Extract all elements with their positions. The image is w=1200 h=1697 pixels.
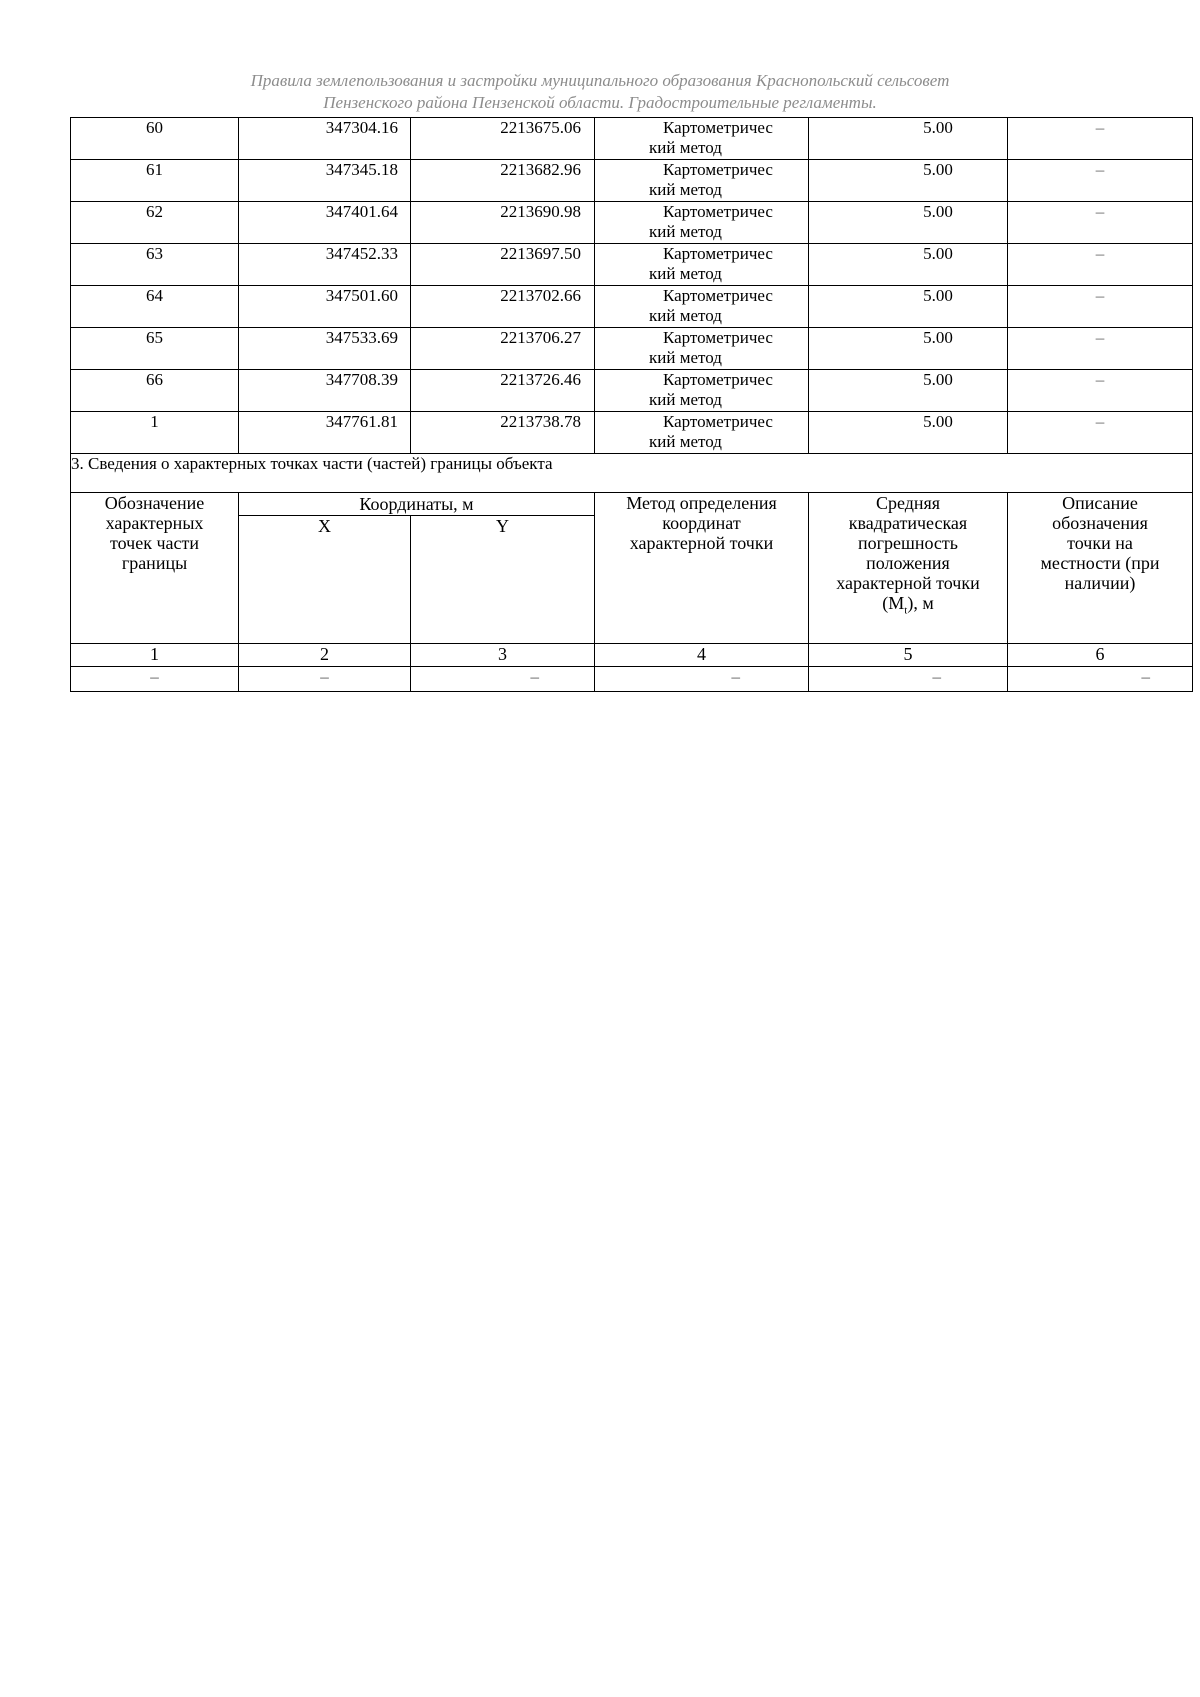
method-line-1: Картометричес — [663, 286, 773, 305]
method-line-2: кий метод — [649, 138, 722, 157]
index-cell: 1 — [71, 644, 239, 667]
section-3-index-row — [71, 644, 1193, 667]
description-cell: – — [1008, 118, 1193, 160]
table-row — [71, 412, 1193, 454]
table-row — [71, 328, 1193, 370]
index-cell: 2 — [239, 644, 411, 667]
header-line-2: Пензенского района Пензенской области. Градостроительные регламенты. — [323, 93, 877, 112]
method-line-1: Картометричес — [663, 202, 773, 221]
point-number-cell: 61 — [71, 160, 239, 202]
empty-cell: – — [71, 667, 239, 692]
x-coordinate-cell: 347345.18 — [239, 160, 411, 202]
section-3-header-row-1 — [71, 493, 1193, 516]
description-cell: – — [1008, 370, 1193, 412]
method-line-1: Картометричес — [663, 370, 773, 389]
method-line-1: Картометричес — [663, 328, 773, 347]
col-header-point-designation: Обозначение характерных точек части границы — [71, 493, 239, 644]
col-header-y: Y — [411, 516, 595, 644]
description-cell: – — [1008, 412, 1193, 454]
method-line-1: Картометричес — [663, 244, 773, 263]
method-line-1: Картометричес — [663, 118, 773, 137]
index-cell: 6 — [1008, 644, 1193, 667]
section-3-title: 3. Сведения о характерных точках части (частей) границы объекта — [71, 454, 1193, 493]
point-number-cell: 62 — [71, 202, 239, 244]
header-line-1: Правила землепользования и застройки муниципального образования Краснопольский сельсовет — [250, 71, 950, 90]
method-line-2: кий метод — [649, 306, 722, 325]
y-coordinate-cell: 2213675.06 — [411, 118, 595, 160]
description-cell: – — [1008, 160, 1193, 202]
accuracy-cell: 5.00 — [809, 160, 1008, 202]
description-cell: – — [1008, 286, 1193, 328]
y-coordinate-cell: 2213690.98 — [411, 202, 595, 244]
y-coordinate-cell: 2213682.96 — [411, 160, 595, 202]
point-number-cell: 66 — [71, 370, 239, 412]
accuracy-cell: 5.00 — [809, 118, 1008, 160]
y-coordinate-cell: 2213726.46 — [411, 370, 595, 412]
method-cell — [595, 370, 809, 412]
method-cell — [595, 286, 809, 328]
method-cell — [595, 202, 809, 244]
table-row — [71, 370, 1193, 412]
table-row — [71, 202, 1193, 244]
table-row — [71, 118, 1193, 160]
method-line-2: кий метод — [649, 348, 722, 367]
point-number-cell: 65 — [71, 328, 239, 370]
method-cell — [595, 244, 809, 286]
description-cell: – — [1008, 244, 1193, 286]
point-number-cell: 60 — [71, 118, 239, 160]
document-header — [0, 70, 1200, 114]
x-coordinate-cell: 347501.60 — [239, 286, 411, 328]
point-number-cell: 63 — [71, 244, 239, 286]
col-header-accuracy: Средняя квадратическая погрешность положения характерной точки $(M_t)$, м — [809, 493, 1008, 644]
section-3-empty-row — [71, 667, 1193, 692]
empty-cell: – — [595, 667, 809, 692]
method-line-1: Картометричес — [663, 160, 773, 179]
index-cell: 4 — [595, 644, 809, 667]
method-line-2: кий метод — [649, 180, 722, 199]
y-coordinate-cell: 2213738.78 — [411, 412, 595, 454]
method-cell — [595, 160, 809, 202]
description-cell: – — [1008, 328, 1193, 370]
method-line-2: кий метод — [649, 264, 722, 283]
index-cell: 3 — [411, 644, 595, 667]
x-coordinate-cell: 347452.33 — [239, 244, 411, 286]
section-3-title-row — [71, 454, 1193, 493]
y-coordinate-cell: 2213697.50 — [411, 244, 595, 286]
y-coordinate-cell: 2213706.27 — [411, 328, 595, 370]
method-line-1: Картометричес — [663, 412, 773, 431]
col-header-x: X — [239, 516, 411, 644]
accuracy-cell: 5.00 — [809, 244, 1008, 286]
accuracy-cell: 5.00 — [809, 370, 1008, 412]
point-number-cell: 64 — [71, 286, 239, 328]
empty-cell: – — [1008, 667, 1193, 692]
description-cell: – — [1008, 202, 1193, 244]
method-cell — [595, 328, 809, 370]
col-header-description: Описание обозначения точки на местности (при наличии) — [1008, 493, 1193, 644]
point-number-cell: 1 — [71, 412, 239, 454]
x-coordinate-cell: 347533.69 — [239, 328, 411, 370]
x-coordinate-cell: 347761.81 — [239, 412, 411, 454]
col-header-method: Метод определения координат характерной точки — [595, 493, 809, 644]
x-coordinate-cell: 347401.64 — [239, 202, 411, 244]
method-line-2: кий метод — [649, 390, 722, 409]
x-coordinate-cell: 347304.16 — [239, 118, 411, 160]
method-cell — [595, 412, 809, 454]
empty-cell: – — [411, 667, 595, 692]
method-line-2: кий метод — [649, 222, 722, 241]
accuracy-cell: 5.00 — [809, 286, 1008, 328]
table-row — [71, 286, 1193, 328]
coordinate-rows — [71, 118, 1193, 454]
coordinates-table — [70, 117, 1193, 692]
table-row — [71, 244, 1193, 286]
method-line-2: кий метод — [649, 432, 722, 451]
accuracy-cell: 5.00 — [809, 202, 1008, 244]
index-cell: 5 — [809, 644, 1008, 667]
col-header-coordinates: Координаты, м — [239, 493, 595, 516]
accuracy-cell: 5.00 — [809, 328, 1008, 370]
table-row — [71, 160, 1193, 202]
empty-cell: – — [239, 667, 411, 692]
method-cell — [595, 118, 809, 160]
y-coordinate-cell: 2213702.66 — [411, 286, 595, 328]
empty-cell: – — [809, 667, 1008, 692]
x-coordinate-cell: 347708.39 — [239, 370, 411, 412]
accuracy-cell: 5.00 — [809, 412, 1008, 454]
